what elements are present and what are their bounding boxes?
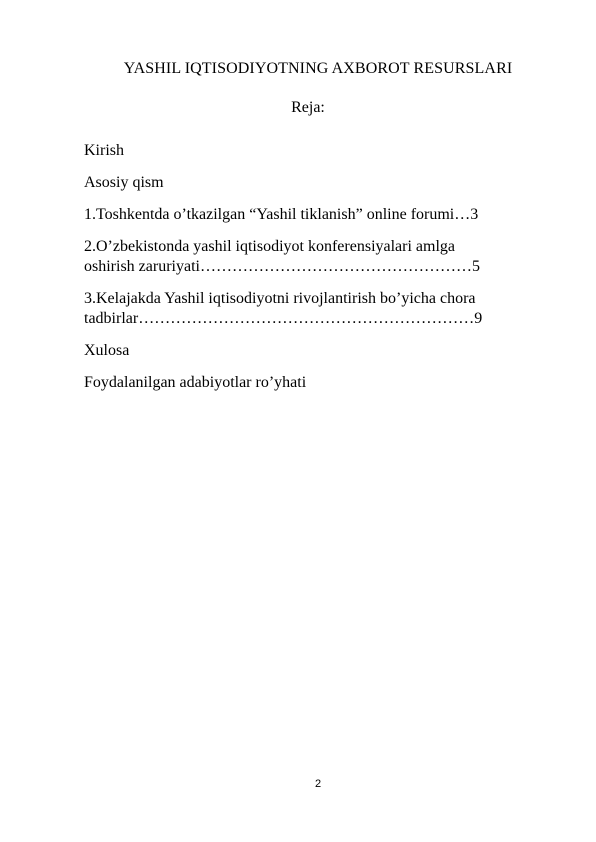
toc-item-3-line-1: 3.Kelajakda Yashil iqtisodiyotni rivojlantirish bo’yicha chora <box>84 290 476 307</box>
toc-item-2-line-1: 2.O’zbekistonda yashil iqtisodiyot konferensiyalari amlga <box>84 238 456 255</box>
toc-item-intro: Kirish <box>84 142 124 159</box>
toc-item-2 <box>84 237 534 277</box>
toc-item-references: Foydalanilgan adabiyotlar ro’yhati <box>84 374 307 391</box>
page-number: 2 <box>314 778 322 790</box>
table-of-contents <box>84 141 534 405</box>
toc-item-conclusion: Xulosa <box>84 342 130 359</box>
toc-item-3 <box>84 289 534 329</box>
toc-item-main: Asosiy qism <box>84 174 164 191</box>
toc-item-1: 1.Toshkentda o’tkazilgan “Yashil tiklanish” online forumi…3 <box>84 206 479 223</box>
plan-heading: Reja: <box>291 99 325 116</box>
toc-item-3-line-2: tadbirlar………………………………………………………9 <box>84 310 483 327</box>
toc-item-2-line-2: oshirish zaruriyati……………………………………………5 <box>84 258 480 275</box>
document-title: YASHIL IQTISODIYOTNING AXBOROT RESURSLARI <box>123 60 513 77</box>
